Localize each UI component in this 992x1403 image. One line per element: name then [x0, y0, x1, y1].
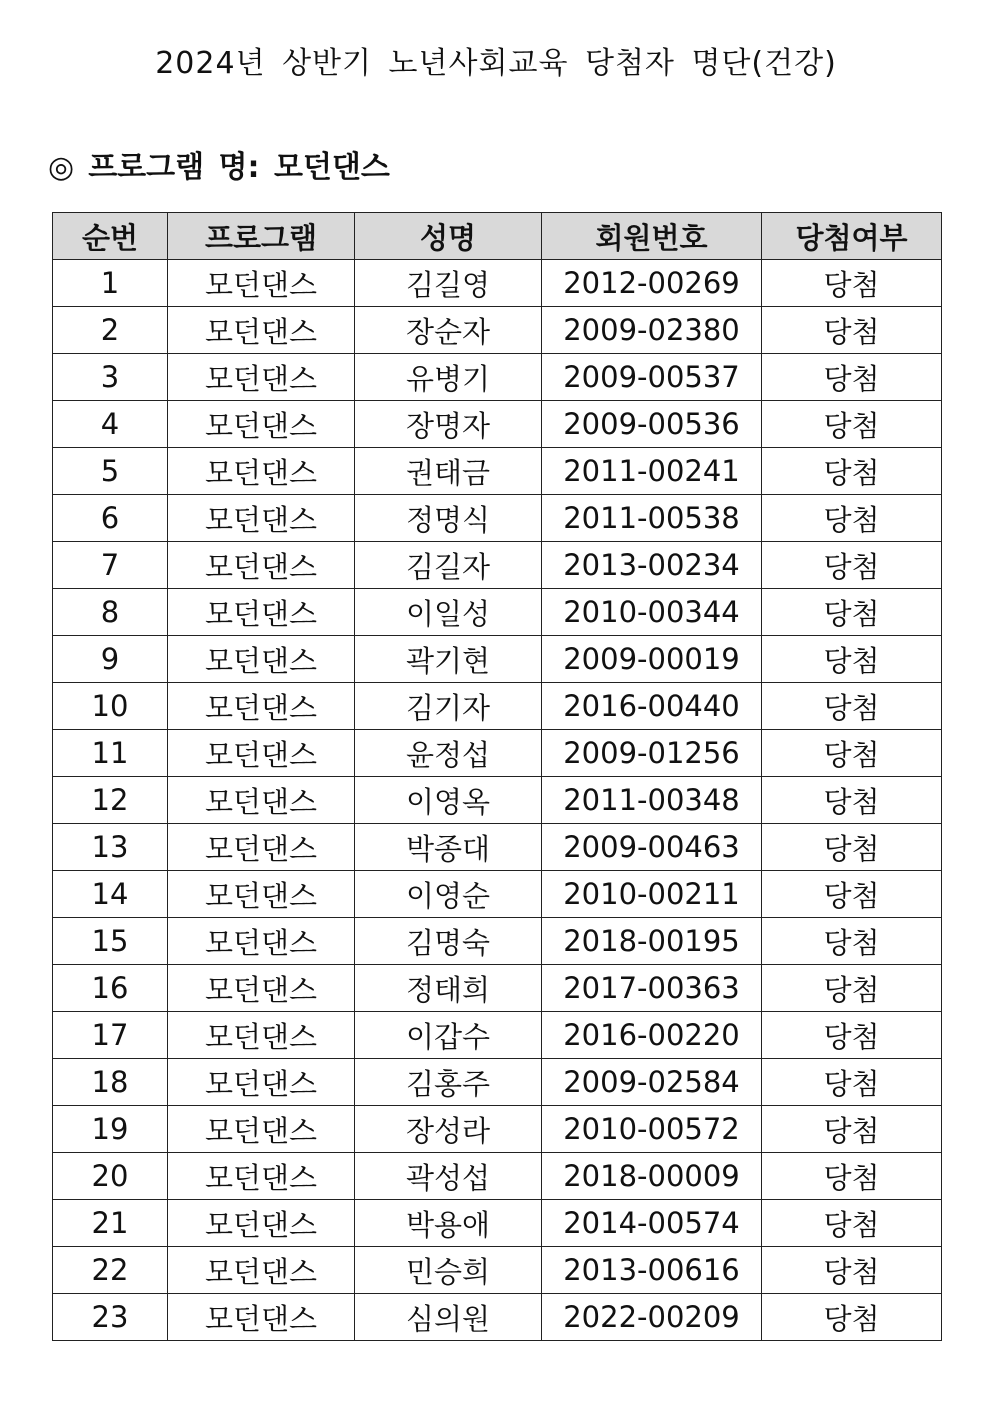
- cell-number: 11: [53, 730, 168, 777]
- table-row: [53, 730, 942, 777]
- cell-result: 당첨: [762, 965, 942, 1012]
- cell-program: 모던댄스: [168, 871, 355, 918]
- cell-name: 정명식: [355, 495, 542, 542]
- cell-program: 모던댄스: [168, 1106, 355, 1153]
- cell-program: 모던댄스: [168, 918, 355, 965]
- document-title: 2024년 상반기 노년사회교육 당첨자 명단(건강): [155, 46, 837, 81]
- cell-member-id: 2018-00195: [542, 918, 762, 965]
- cell-member-id: 2010-00572: [542, 1106, 762, 1153]
- cell-program: 모던댄스: [168, 1247, 355, 1294]
- cell-program: 모던댄스: [168, 1153, 355, 1200]
- cell-result: 당첨: [762, 1012, 942, 1059]
- cell-name: 박용애: [355, 1200, 542, 1247]
- cell-program: 모던댄스: [168, 448, 355, 495]
- header-number: 순번: [53, 213, 168, 260]
- cell-result: 당첨: [762, 307, 942, 354]
- cell-member-id: 2011-00348: [542, 777, 762, 824]
- cell-member-id: 2009-00463: [542, 824, 762, 871]
- cell-member-id: 2010-00344: [542, 589, 762, 636]
- table-row: [53, 1012, 942, 1059]
- cell-name: 장성라: [355, 1106, 542, 1153]
- cell-program: 모던댄스: [168, 1294, 355, 1341]
- cell-name: 윤정섭: [355, 730, 542, 777]
- cell-number: 15: [53, 918, 168, 965]
- header-name: 성명: [355, 213, 542, 260]
- cell-number: 19: [53, 1106, 168, 1153]
- table-row: [53, 683, 942, 730]
- cell-number: 20: [53, 1153, 168, 1200]
- table-header-row: [53, 213, 942, 260]
- cell-member-id: 2018-00009: [542, 1153, 762, 1200]
- cell-name: 김기자: [355, 683, 542, 730]
- cell-member-id: 2017-00363: [542, 965, 762, 1012]
- cell-number: 21: [53, 1200, 168, 1247]
- cell-member-id: 2009-02584: [542, 1059, 762, 1106]
- cell-program: 모던댄스: [168, 636, 355, 683]
- cell-program: 모던댄스: [168, 683, 355, 730]
- cell-program: 모던댄스: [168, 777, 355, 824]
- cell-member-id: 2013-00616: [542, 1247, 762, 1294]
- header-result: 당첨여부: [762, 213, 942, 260]
- table-row: [53, 636, 942, 683]
- cell-number: 13: [53, 824, 168, 871]
- table-row: [53, 1247, 942, 1294]
- cell-program: 모던댄스: [168, 824, 355, 871]
- table-row: [53, 965, 942, 1012]
- cell-number: 16: [53, 965, 168, 1012]
- cell-result: 당첨: [762, 1294, 942, 1341]
- cell-result: 당첨: [762, 260, 942, 307]
- cell-name: 김길자: [355, 542, 542, 589]
- cell-member-id: 2009-02380: [542, 307, 762, 354]
- table-row: [53, 354, 942, 401]
- cell-name: 이일성: [355, 589, 542, 636]
- cell-name: 장명자: [355, 401, 542, 448]
- cell-name: 곽기현: [355, 636, 542, 683]
- table-row: [53, 401, 942, 448]
- table-row: [53, 495, 942, 542]
- cell-number: 14: [53, 871, 168, 918]
- cell-program: 모던댄스: [168, 260, 355, 307]
- cell-name: 박종대: [355, 824, 542, 871]
- cell-name: 이영옥: [355, 777, 542, 824]
- cell-program: 모던댄스: [168, 542, 355, 589]
- cell-program: 모던댄스: [168, 730, 355, 777]
- cell-result: 당첨: [762, 589, 942, 636]
- cell-name: 장순자: [355, 307, 542, 354]
- cell-result: 당첨: [762, 1153, 942, 1200]
- table-row: [53, 777, 942, 824]
- cell-result: 당첨: [762, 918, 942, 965]
- cell-member-id: 2012-00269: [542, 260, 762, 307]
- cell-name: 김길영: [355, 260, 542, 307]
- cell-number: 12: [53, 777, 168, 824]
- cell-member-id: 2009-00019: [542, 636, 762, 683]
- header-program: 프로그램: [168, 213, 355, 260]
- cell-name: 이갑수: [355, 1012, 542, 1059]
- table-row: [53, 871, 942, 918]
- cell-result: 당첨: [762, 401, 942, 448]
- winners-table: [52, 212, 942, 1341]
- cell-program: 모던댄스: [168, 589, 355, 636]
- cell-number: 5: [53, 448, 168, 495]
- cell-name: 민승희: [355, 1247, 542, 1294]
- cell-name: 유병기: [355, 354, 542, 401]
- cell-member-id: 2022-00209: [542, 1294, 762, 1341]
- cell-result: 당첨: [762, 730, 942, 777]
- cell-result: 당첨: [762, 542, 942, 589]
- program-name-line: [48, 148, 390, 188]
- cell-member-id: 2011-00538: [542, 495, 762, 542]
- cell-program: 모던댄스: [168, 354, 355, 401]
- cell-member-id: 2009-00537: [542, 354, 762, 401]
- cell-name: 김명숙: [355, 918, 542, 965]
- cell-result: 당첨: [762, 354, 942, 401]
- cell-number: 4: [53, 401, 168, 448]
- cell-number: 23: [53, 1294, 168, 1341]
- cell-result: 당첨: [762, 871, 942, 918]
- table-row: [53, 448, 942, 495]
- cell-result: 당첨: [762, 636, 942, 683]
- table-row: [53, 307, 942, 354]
- cell-result: 당첨: [762, 683, 942, 730]
- cell-name: 김홍주: [355, 1059, 542, 1106]
- cell-name: 권태금: [355, 448, 542, 495]
- table-row: [53, 824, 942, 871]
- cell-number: 7: [53, 542, 168, 589]
- cell-number: 6: [53, 495, 168, 542]
- double-circle-icon: ◎: [48, 150, 75, 185]
- cell-member-id: 2016-00220: [542, 1012, 762, 1059]
- cell-result: 당첨: [762, 1059, 942, 1106]
- cell-member-id: 2011-00241: [542, 448, 762, 495]
- cell-member-id: 2014-00574: [542, 1200, 762, 1247]
- table-row: [53, 918, 942, 965]
- cell-result: 당첨: [762, 1200, 942, 1247]
- cell-result: 당첨: [762, 448, 942, 495]
- cell-number: 22: [53, 1247, 168, 1294]
- cell-program: 모던댄스: [168, 495, 355, 542]
- cell-member-id: 2010-00211: [542, 871, 762, 918]
- table-row: [53, 1059, 942, 1106]
- table-row: [53, 542, 942, 589]
- cell-program: 모던댄스: [168, 1059, 355, 1106]
- program-name-label: 프로그램 명: 모던댄스: [88, 150, 390, 185]
- cell-number: 17: [53, 1012, 168, 1059]
- cell-number: 10: [53, 683, 168, 730]
- cell-member-id: 2009-00536: [542, 401, 762, 448]
- cell-result: 당첨: [762, 777, 942, 824]
- cell-number: 2: [53, 307, 168, 354]
- cell-number: 8: [53, 589, 168, 636]
- table-row: [53, 1153, 942, 1200]
- cell-result: 당첨: [762, 495, 942, 542]
- cell-result: 당첨: [762, 824, 942, 871]
- cell-name: 이영순: [355, 871, 542, 918]
- table-row: [53, 1294, 942, 1341]
- cell-result: 당첨: [762, 1106, 942, 1153]
- table-row: [53, 260, 942, 307]
- cell-member-id: 2013-00234: [542, 542, 762, 589]
- cell-result: 당첨: [762, 1247, 942, 1294]
- table-body: [53, 260, 942, 1341]
- cell-program: 모던댄스: [168, 965, 355, 1012]
- cell-number: 3: [53, 354, 168, 401]
- header-member-id: 회원번호: [542, 213, 762, 260]
- cell-program: 모던댄스: [168, 1200, 355, 1247]
- table-row: [53, 1106, 942, 1153]
- cell-program: 모던댄스: [168, 401, 355, 448]
- cell-number: 1: [53, 260, 168, 307]
- cell-member-id: 2009-01256: [542, 730, 762, 777]
- cell-program: 모던댄스: [168, 1012, 355, 1059]
- cell-number: 9: [53, 636, 168, 683]
- cell-member-id: 2016-00440: [542, 683, 762, 730]
- cell-name: 심의원: [355, 1294, 542, 1341]
- cell-name: 곽성섭: [355, 1153, 542, 1200]
- table-row: [53, 589, 942, 636]
- cell-program: 모던댄스: [168, 307, 355, 354]
- table-row: [53, 1200, 942, 1247]
- cell-name: 정태희: [355, 965, 542, 1012]
- cell-number: 18: [53, 1059, 168, 1106]
